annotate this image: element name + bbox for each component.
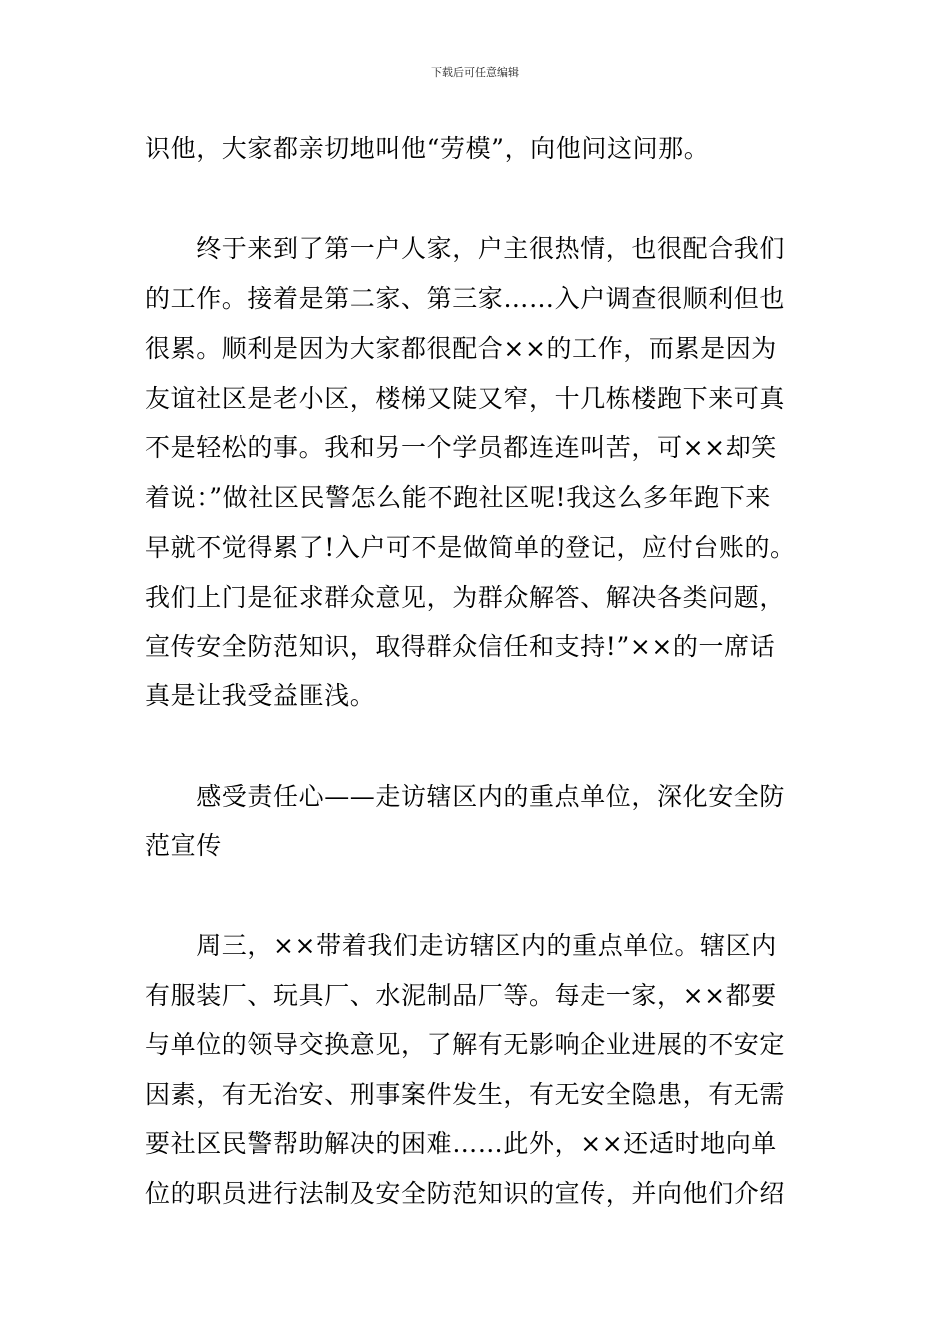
text-line: 要社区民警帮助解决的困难……此外，××还适时地向单 <box>145 1129 777 1158</box>
section-heading-line: 范宣传 <box>145 831 222 860</box>
page-header-note: 下载后可任意编辑 <box>431 66 519 79</box>
section-heading-line: 感受责任心——走访辖区内的重点单位，深化安全防 <box>145 782 786 811</box>
text-line: 的工作。接着是第二家、第三家……入户调查很顺利但也 <box>145 284 786 313</box>
text-line: 因素，有无治安、刑事案件发生，有无安全隐患，有无需 <box>145 1080 786 1109</box>
text-line: 早就不觉得累了!入户可不是做简单的登记，应付台账的。 <box>145 533 796 562</box>
text-line: 着说：”做社区民警怎么能不跑社区呢!我这么多年跑下来 <box>145 483 771 512</box>
text-line: 真是让我受益匪浅。 <box>145 681 376 710</box>
text-line: 友谊社区是老小区，楼梯又陡又窄，十几栋楼跑下来可真 <box>145 384 786 413</box>
text-line: 我们上门是征求群众意见，为群众解答、解决各类问题， <box>145 583 786 612</box>
text-line: 周三，××带着我们走访辖区内的重点单位。辖区内 <box>145 931 777 960</box>
text-line: 位的职员进行法制及安全防范知识的宣传，并向他们介绍 <box>145 1179 786 1208</box>
text-line: 识他，大家都亲切地叫他“劳模”，向他问这问那。 <box>145 134 710 163</box>
text-line: 很累。顺利是因为大家都很配合××的工作，而累是因为 <box>145 334 777 363</box>
text-line: 终于来到了第一户人家，户主很热情，也很配合我们 <box>145 234 786 263</box>
text-line: 与单位的领导交换意见，了解有无影响企业进展的不安定 <box>145 1030 786 1059</box>
text-line: 不是轻松的事。我和另一个学员都连连叫苦，可××却笑 <box>145 433 777 462</box>
text-line: 宣传安全防范知识，取得群众信任和支持!”××的一席话 <box>145 632 776 661</box>
text-line: 有服装厂、玩具厂、水泥制品厂等。每走一家，××都要 <box>145 981 777 1010</box>
